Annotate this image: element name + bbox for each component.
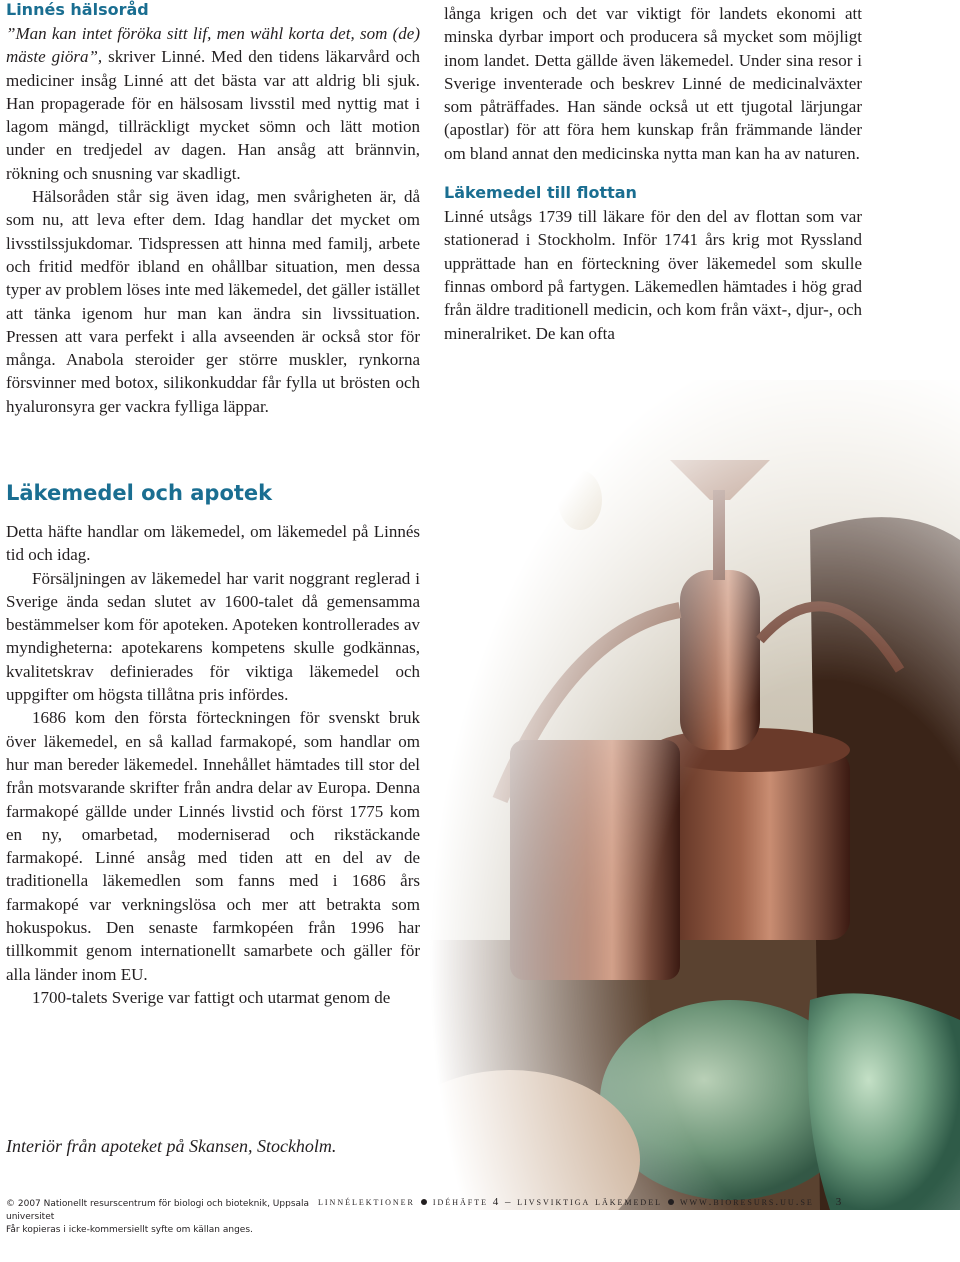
paragraph: Linné utsågs 1739 till läkare för den del av flottan som var stationerad i Stockholm. Inför 1741 års krig mot Ryssland upprättade han en förteckning över läkemedel som skulle finnas ombord på fartygen. Läkemedlen hämtades i hög grad från äldre traditionell medicin, och kom från växt-, djur-, och mineralriket. De kan ofta bbox=[444, 207, 862, 343]
paragraph: långa krigen och det var viktigt för landets ekonomi att minska dyrbar import och producera så mycket som möjligt inom landet. Detta gällde även läkemedel. Under sina resor i Sverige inventerade och beskrev Linné de medicinalväxter som påträffades. Han sände också ut ett tjugotal lärjungar (apostlar) för att föra hem kunskap från främmande länder om bland annat den medicinska nytta man kan ha av naturen. bbox=[444, 4, 862, 163]
paragraph-text: skriver Linné. Med den tidens läkarvård och mediciner insåg Linné att det bästa var att aldrig bli sjuk. Han propagerade för en hälsosam livsstil med nyttig mat i lagom mängd, tillräckligt mycket sömn och lätt motion under en tredjedel av dagen. Han ansåg att brännvin, rökning och snusning var skadligt. bbox=[6, 47, 420, 183]
bullet-icon bbox=[421, 1199, 427, 1205]
paragraph: 1700-talets Sverige var fattigt och utarmat genom de bbox=[32, 987, 391, 1007]
apothecary-photo bbox=[430, 380, 960, 1210]
copyright-text: © 2007 Nationellt resurscentrum för biologi och bioteknik, Uppsala universitet bbox=[6, 1199, 310, 1222]
website-link[interactable]: www.bioresurs.uu.se bbox=[679, 1196, 814, 1208]
footer-series bbox=[318, 1196, 954, 1208]
page-number: 3 bbox=[835, 1196, 842, 1208]
paragraph: Hälsoråden står sig även idag, men svårigheten är, då som nu, att leva efter dem. Idag handlar det mycket om livsstilssjukdomar. Tidspressen att hinna med familj, arbete och fritid medför ibland en ohållbar situation, men dessa typer av problem löses inte med läkemedel, det gäller istället att tänka igenom hur man kan ändra sin livssituation. Pressen att vara perfekt i alla avseenden är också stor för många. Anabola steroider ger större muskler, rynkorna försvinner med botox, silikonkuddar får fylla ut brösten och hyaluronsyra ger vackra fylliga läppar. bbox=[6, 187, 420, 416]
license-text: Får kopieras i icke-kommersiellt syfte om källan anges. bbox=[6, 1225, 253, 1235]
left-column bbox=[6, 0, 420, 418]
section-heading-halsorad: Linnés hälsoråd bbox=[6, 0, 149, 19]
bullet-icon bbox=[668, 1199, 674, 1205]
paragraph: 1686 kom den första förteckningen för svenskt bruk över läkemedel, en så kallad farmakopé, som handlar om hur man bereder läkemedel. Innehållet hämtades till stor del från motsvarande skrifter från andra delar av Europa. Denna farmakopé gällde under Linnés livstid och först 1775 kom en ny, omarbetad, moderniserad och rikstäckande farmakopé. Linné ansåg med tiden att en del av de traditionella läkemedlen som fanns med i 1686 års farmakopé var verkningslösa och mer att betrakta som hokuspokus. Den senaste farmkopéen från 1996 har tillkommit genom internationellt samarbete och gäller för alla länder inom EU. bbox=[6, 708, 420, 984]
paragraph: Detta häfte handlar om läkemedel, om läkemedel på Linnés tid och idag. bbox=[6, 522, 420, 565]
section-lakemedel-apotek bbox=[6, 481, 420, 1009]
series-title: linnélektioner bbox=[318, 1196, 415, 1208]
paragraph bbox=[6, 22, 420, 185]
booklet-title: idéhäfte 4 – livsviktiga läkemedel bbox=[432, 1196, 662, 1208]
section-heading-flottan: Läkemedel till flottan bbox=[444, 183, 637, 203]
linne-quote: ”Man kan intet föröka sitt lif, men wähl korta det, som (de) mäste giöra”, bbox=[6, 24, 420, 67]
section-heading-lakemedel: Läkemedel och apotek bbox=[6, 481, 273, 505]
right-column bbox=[444, 2, 862, 345]
paragraph: Försäljningen av läkemedel har varit noggrant reglerad i Sverige ända sedan slutet av 1600-talet då gemensamma bestämmelser kom för apoteken. Apoteken kontrollerades av myndigheterna: apotekarens kompetens skulle godkännas, kvalitetskrav definierades för viktiga läkemedel och uppgifter om högsta tillåtna pris infördes. bbox=[6, 568, 420, 705]
photo-caption: Interiör från apoteket på Skansen, Stockholm. bbox=[6, 1136, 337, 1156]
footer-copyright bbox=[6, 1198, 326, 1237]
